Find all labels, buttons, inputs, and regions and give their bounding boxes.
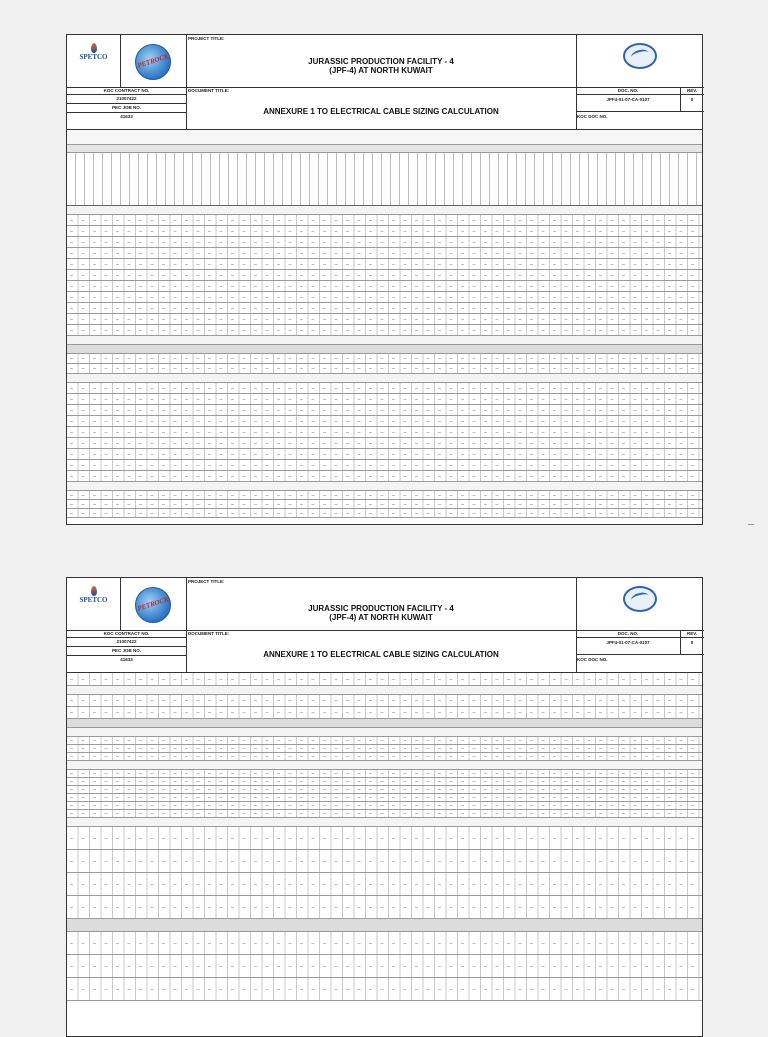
koc-doc-label: KOC DOC NO. <box>577 657 608 662</box>
koc-doc-label: KOC DOC NO. <box>577 114 608 119</box>
table-row <box>67 226 702 237</box>
table-row <box>67 695 702 707</box>
table-row <box>67 491 702 500</box>
doc-no-label: DOC. NO. <box>617 88 639 93</box>
koc-contract-value: 21007422 <box>116 96 137 101</box>
table-row <box>67 248 702 259</box>
rev-label: REV. <box>686 631 698 636</box>
table-row <box>67 325 702 336</box>
table-row <box>67 896 702 919</box>
table-row <box>67 438 702 449</box>
pec-job-value: 41633 <box>120 657 133 662</box>
spetco-logo <box>67 35 120 87</box>
table-row <box>67 978 702 1001</box>
project-title-line1: JURASSIC PRODUCTION FACILITY - 4 <box>308 604 454 613</box>
petrock-logo <box>120 35 186 87</box>
table-row <box>67 770 702 778</box>
flame-icon <box>91 43 97 53</box>
spetco-logo <box>67 578 120 630</box>
table-row <box>67 292 702 303</box>
table-row <box>67 354 702 364</box>
table-row <box>67 932 702 955</box>
table-row <box>67 778 702 786</box>
table-row <box>67 955 702 978</box>
table-row <box>67 364 702 374</box>
table-row <box>67 383 702 394</box>
spetco-logo-text: SPETCO <box>79 53 108 61</box>
table-row <box>67 314 702 325</box>
pec-job-label: PEC JOB NO. <box>111 105 141 110</box>
project-title-label: PROJECT TITLE: <box>188 579 225 584</box>
cable-sizing-table <box>67 673 702 1001</box>
petrock-logo <box>120 578 186 630</box>
koc-contract-value: 21007422 <box>116 639 137 644</box>
table-row <box>67 850 702 873</box>
globe-icon <box>135 44 171 80</box>
table-row <box>67 270 702 281</box>
doc-no-label: DOC. NO. <box>617 631 639 636</box>
table-row <box>67 281 702 292</box>
koc-contract-label: KOC CONTRACT NO. <box>103 631 150 636</box>
project-title-label: PROJECT TITLE: <box>188 36 225 41</box>
project-title-line2: (JPF-4) AT NORTH KUWAIT <box>329 613 433 622</box>
project-title <box>186 57 576 75</box>
project-title-line1: JURASSIC PRODUCTION FACILITY - 4 <box>308 57 454 66</box>
table-row <box>67 460 702 471</box>
doc-no-value: JPF4-01-07-CA-0107 <box>606 640 650 645</box>
koc-emblem-icon <box>623 586 657 612</box>
table-row <box>67 394 702 405</box>
table-row <box>67 802 702 810</box>
project-title <box>186 604 576 622</box>
spetco-logo-text: SPETCO <box>79 596 108 604</box>
title-block <box>67 578 702 673</box>
koc-emblem-icon <box>623 43 657 69</box>
document-title: ANNEXURE 1 TO ELECTRICAL CABLE SIZING CALCULATION <box>263 107 499 116</box>
globe-icon <box>135 587 171 623</box>
table-row <box>67 303 702 314</box>
table-row <box>67 810 702 818</box>
project-title-line2: (JPF-4) AT NORTH KUWAIT <box>329 66 433 75</box>
table-row <box>67 827 702 850</box>
sheet-page-2 <box>66 577 703 1037</box>
table-row <box>67 500 702 509</box>
pec-job-value: 41633 <box>120 114 133 119</box>
petrock-logo-text: PETROCK <box>136 595 170 613</box>
table-row <box>67 673 702 686</box>
table-row <box>67 794 702 802</box>
document-title-label: DOCUMENT TITLE: <box>188 631 230 636</box>
table-row <box>67 509 702 518</box>
table-row <box>67 737 702 745</box>
sheet-page-1 <box>66 34 703 525</box>
koc-contract-label: KOC CONTRACT NO. <box>103 88 150 93</box>
rev-value: 0 <box>690 640 694 645</box>
table-row <box>67 471 702 482</box>
koc-logo <box>576 578 704 630</box>
table-row <box>67 259 702 270</box>
koc-logo <box>576 35 704 87</box>
table-row <box>67 745 702 753</box>
cable-sizing-table <box>67 130 702 518</box>
pec-job-label: PEC JOB NO. <box>111 648 141 653</box>
rev-label: REV. <box>686 88 698 93</box>
table-row <box>67 707 702 719</box>
table-row <box>67 873 702 896</box>
table-row <box>67 215 702 226</box>
table-row <box>67 449 702 460</box>
table-row <box>67 405 702 416</box>
table-column-headers <box>67 153 702 206</box>
document-title: ANNEXURE 1 TO ELECTRICAL CABLE SIZING CALCULATION <box>263 650 499 659</box>
table-row <box>67 753 702 761</box>
title-block <box>67 35 702 130</box>
table-row <box>67 427 702 438</box>
flame-icon <box>91 586 97 596</box>
table-row <box>67 416 702 427</box>
table-row <box>67 786 702 794</box>
table-row <box>67 237 702 248</box>
rev-value: 0 <box>690 97 694 102</box>
doc-no-value: JPF4-01-07-CA-0107 <box>606 97 650 102</box>
document-title-label: DOCUMENT TITLE: <box>188 88 230 93</box>
petrock-logo-text: PETROCK <box>136 52 170 70</box>
